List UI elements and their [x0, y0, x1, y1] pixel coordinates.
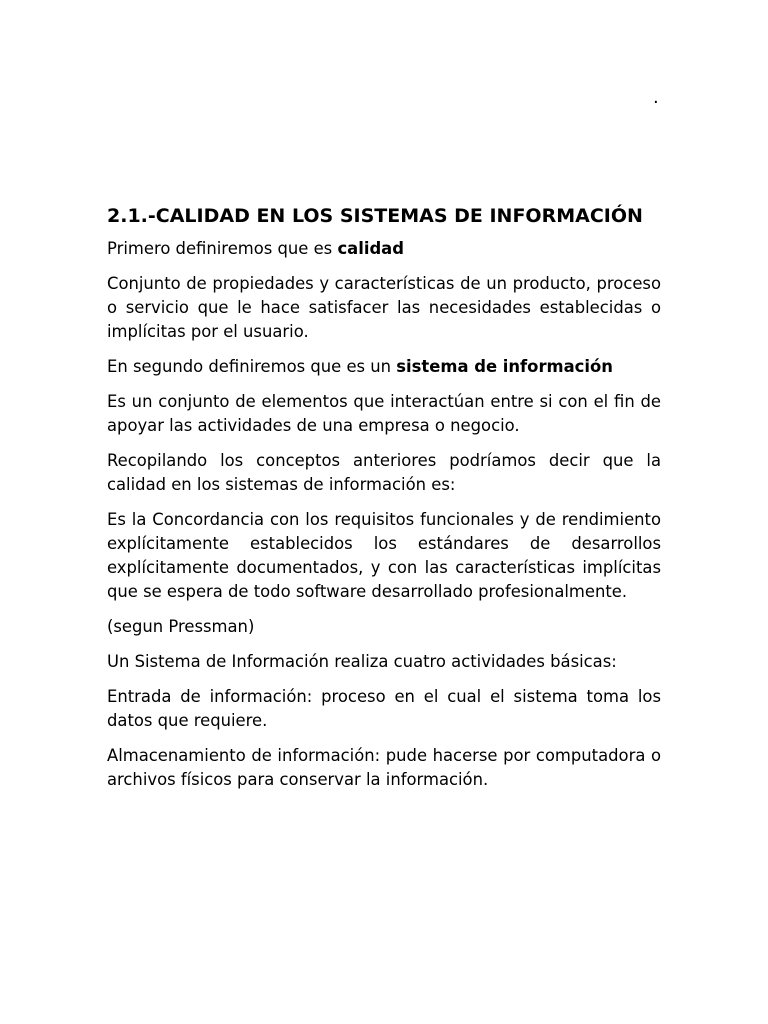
paragraph-text: En segundo definiremos que es un [107, 357, 397, 376]
paragraph-almacenamiento: Almacenamiento de información: pude hacerse por computadora o archivos físicos para conservar la información. [107, 746, 661, 789]
paragraph-citation: (segun Pressman) [107, 617, 255, 636]
bold-term-sistema: sistema de información [396, 357, 613, 376]
paragraph-recopilando: Recopilando los conceptos anteriores podríamos decir que la calidad en los sistemas de información es: [107, 451, 661, 494]
page-mark: . [653, 87, 659, 108]
paragraph-text: Primero definiremos que es [107, 239, 338, 258]
paragraph-calidad-intro [107, 237, 661, 261]
paragraph-sistema-definition: Es un conjunto de elementos que interactúan entre si con el fin de apoyar las actividades de una empresa o negocio. [107, 392, 661, 435]
paragraph-sistema-intro [107, 355, 661, 379]
document-body [107, 203, 661, 803]
paragraph-actividades: Un Sistema de Información realiza cuatro actividades básicas: [107, 652, 617, 671]
section-heading: 2.1.-CALIDAD EN LOS SISTEMAS DE INFORMACIÓN [107, 205, 643, 227]
bold-term-calidad: calidad [337, 239, 404, 258]
paragraph-calidad-definition: Conjunto de propiedades y características de un producto, proceso o servicio que le hace satisfacer las necesidades establecidas o implícitas por el usuario. [107, 274, 661, 341]
paragraph-concordancia: Es la Concordancia con los requisitos funcionales y de rendimiento explícitamente establecidos los estándares de desarrollos explícitamente documentados, y con las características implícitas que se espera de todo software desarrollado profesionalmente. [107, 510, 661, 601]
paragraph-entrada: Entrada de información: proceso en el cual el sistema toma los datos que requiere. [107, 687, 661, 730]
